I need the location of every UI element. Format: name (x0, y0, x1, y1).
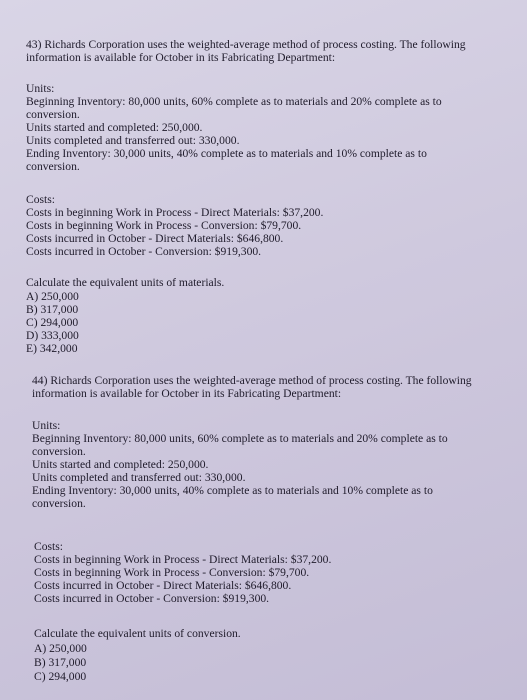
q44-question: Calculate the equivalent units of conversion. (34, 627, 241, 640)
q44-costs-label: Costs: (34, 540, 63, 553)
q43-option-a: A) 250,000 (26, 290, 79, 303)
q43-units-line-4: Units completed and transferred out: 330,000. (26, 134, 240, 147)
q43-costs-line-1: Costs in beginning Work in Process - Direct Materials: $37,200. (26, 206, 324, 219)
q44-units-line-3: Units started and completed: 250,000. (32, 458, 209, 471)
q44-option-c: C) 294,000 (34, 670, 87, 683)
q43-units-line-5: Ending Inventory: 30,000 units, 40% complete as to materials and 10% complete as to (26, 147, 427, 160)
q44-costs-line-1: Costs in beginning Work in Process - Direct Materials: $37,200. (34, 553, 332, 566)
q44-option-a: A) 250,000 (34, 642, 87, 655)
q43-units-line-1: Beginning Inventory: 80,000 units, 60% complete as to materials and 20% complete as to (26, 95, 442, 108)
q43-costs-line-2: Costs in beginning Work in Process - Conversion: $79,700. (26, 219, 302, 232)
q43-costs-label: Costs: (26, 193, 55, 206)
q44-option-b: B) 317,000 (34, 656, 87, 669)
q44-units-line-1: Beginning Inventory: 80,000 units, 60% complete as to materials and 20% complete as to (32, 432, 448, 445)
q44-costs-line-3: Costs incurred in October - Direct Materials: $646,800. (34, 579, 292, 592)
q44-units-line-4: Units completed and transferred out: 330,000. (32, 471, 246, 484)
q43-costs-line-3: Costs incurred in October - Direct Materials: $646,800. (26, 232, 284, 245)
q44-costs-line-2: Costs in beginning Work in Process - Conversion: $79,700. (34, 566, 310, 579)
q44-header-line-2: information is available for October in its Fabricating Department: (32, 387, 342, 400)
q44-header-line-1: 44) Richards Corporation uses the weighted-average method of process costing. The following (32, 374, 472, 387)
q43-option-b: B) 317,000 (26, 303, 79, 316)
q44-units-line-6: conversion. (32, 497, 86, 510)
q43-header-line-2: information is available for October in its Fabricating Department: (26, 51, 336, 64)
q43-header-line-1: 43) Richards Corporation uses the weighted-average method of process costing. The following (26, 38, 466, 51)
q43-option-e: E) 342,000 (26, 342, 78, 355)
q43-option-d: D) 333,000 (26, 329, 79, 342)
q43-costs-line-4: Costs incurred in October - Conversion: $919,300. (26, 245, 262, 258)
q43-option-c: C) 294,000 (26, 316, 79, 329)
q43-units-line-2: conversion. (26, 108, 80, 121)
q43-units-line-6: conversion. (26, 160, 80, 173)
q44-units-label: Units: (32, 419, 61, 432)
q43-units-line-3: Units started and completed: 250,000. (26, 121, 203, 134)
q44-costs-line-4: Costs incurred in October - Conversion: $919,300. (34, 592, 270, 605)
q44-units-line-5: Ending Inventory: 30,000 units, 40% complete as to materials and 10% complete as to (32, 484, 433, 497)
q44-units-line-2: conversion. (32, 445, 86, 458)
q43-question: Calculate the equivalent units of materials. (26, 276, 225, 289)
q43-units-label: Units: (26, 82, 55, 95)
